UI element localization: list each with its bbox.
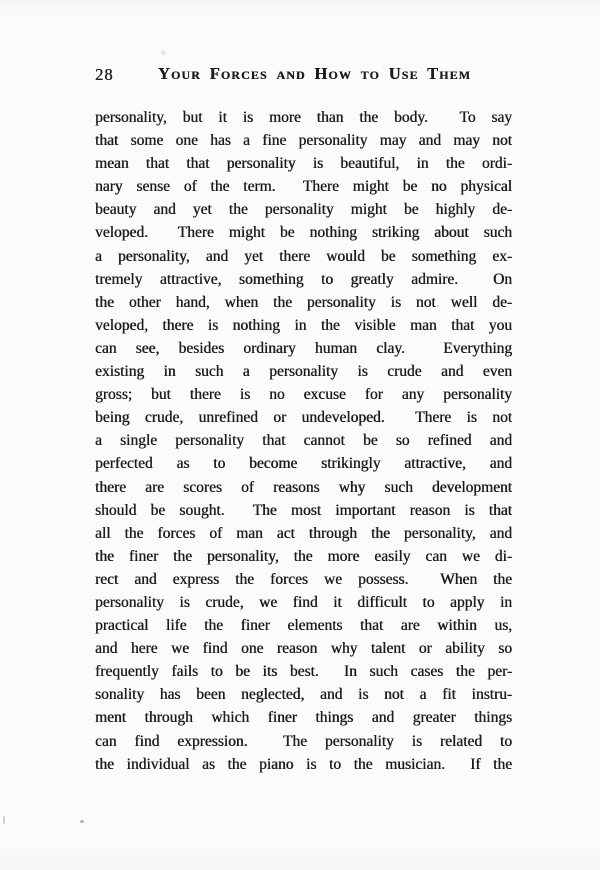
text-line: veloped, there is nothing in the visible man that you: [95, 316, 512, 334]
running-title: Your Forces and How to Use Them: [157, 64, 472, 83]
text-line: and here we find one reason why talent or ability so: [95, 640, 512, 658]
text-line: there are scores of reasons why such development: [95, 478, 512, 496]
text-line: being crude, unrefined or undeveloped. There is not: [95, 409, 512, 427]
text-line: the finer the personality, the more easily can we di-: [95, 547, 512, 565]
text-line: mean that that personality is beautiful, in the ordi-: [95, 155, 512, 173]
text-line: that some one has a fine personality may and may not: [95, 132, 512, 150]
text-line: ment through which finer things and greater things: [95, 709, 512, 727]
text-line: all the forces of man act through the personality, and: [95, 524, 512, 542]
text-line: a personality, and yet there would be something ex-: [95, 247, 512, 265]
text-line: veloped. There might be nothing striking about such: [95, 224, 512, 242]
text-line: sonality has been neglected, and is not a fit instru-: [95, 686, 512, 704]
text-line: perfected as to become strikingly attractive, and: [95, 455, 512, 473]
text-line: can find expression. The personality is related to: [95, 732, 512, 750]
text-line: the individual as the piano is to the musician. If the: [95, 755, 512, 773]
text-line: practical life the finer elements that are within us,: [95, 617, 512, 635]
page-number: 28: [95, 65, 114, 84]
text-line: the other hand, when the personality is not well de-: [95, 293, 512, 311]
text-line: a single personality that cannot be so refined and: [95, 432, 512, 450]
scan-speck: [80, 820, 84, 823]
body-text: [95, 106, 512, 776]
text-line: gross; but there is no excuse for any personality: [95, 386, 512, 404]
scan-speck: [437, 305, 439, 307]
text-line: rect and express the forces we possess. When the: [95, 570, 512, 588]
text-line: frequently fails to be its best. In such cases the per-: [95, 663, 512, 681]
text-line: existing in such a personality is crude and even: [95, 363, 512, 381]
text-line: beauty and yet the personality might be highly de-: [95, 201, 512, 219]
text-line: should be sought. The most important reason is that: [95, 501, 512, 519]
scan-speck: [3, 816, 5, 824]
text-line: nary sense of the term. There might be no physical: [95, 178, 512, 196]
text-line: can see, besides ordinary human clay. Everything: [95, 339, 512, 357]
scan-speck: [161, 50, 166, 55]
running-header: [95, 64, 512, 86]
text-line: tremely attractive, something to greatly admire. On: [95, 270, 512, 288]
text-line: personality, but it is more than the body. To say: [95, 109, 512, 126]
text-line: personality is crude, we find it difficult to apply in: [95, 593, 512, 611]
